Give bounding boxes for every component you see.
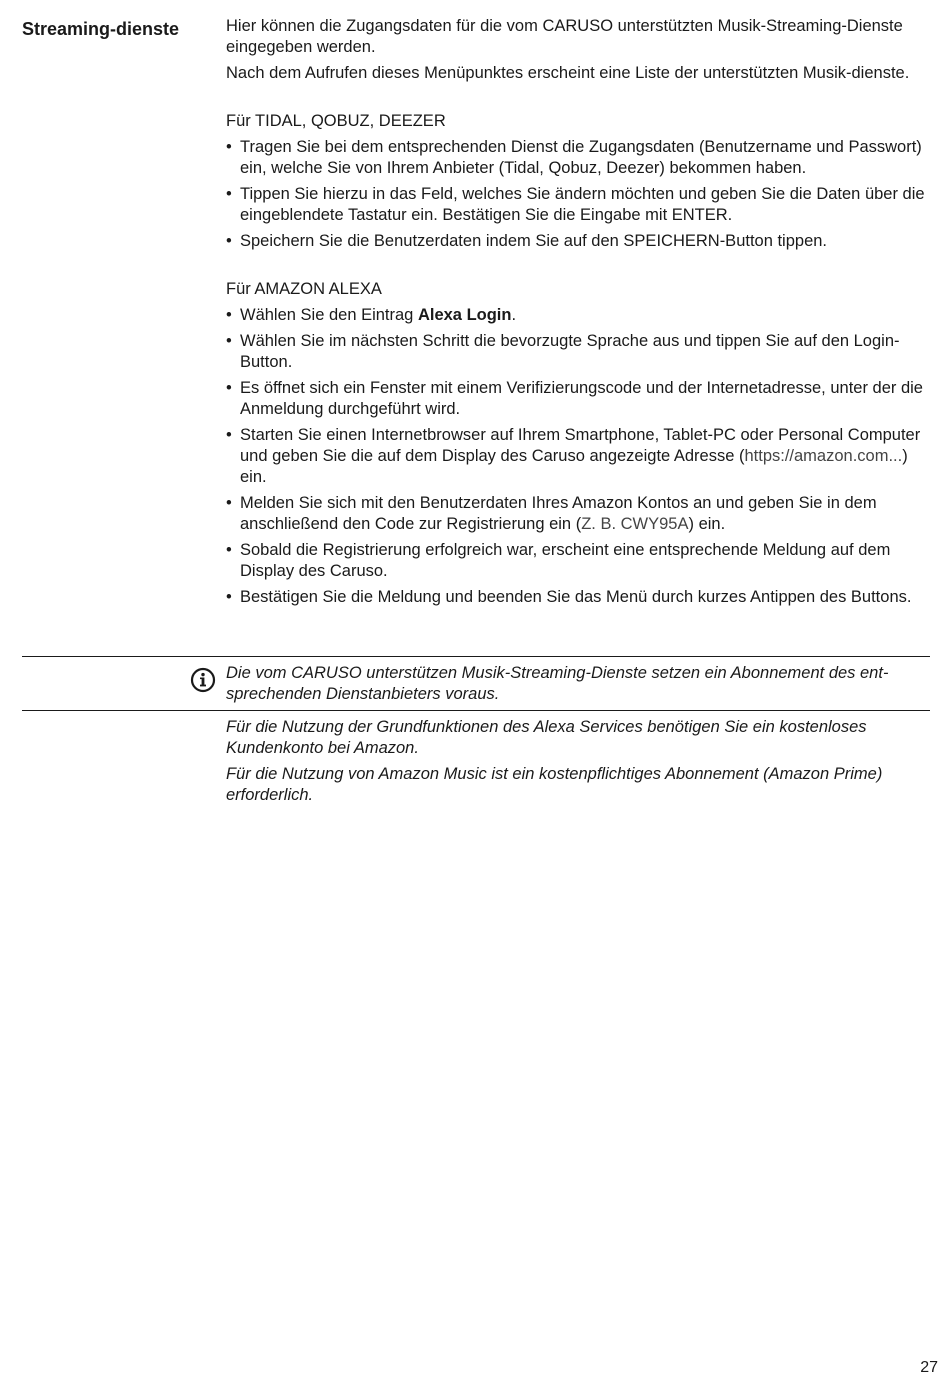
note-text: Die vom CARUSO unterstützen Musik-Streaming-Dienste setzen ein Abonnement des ent-sprechenden Dienstanbieters voraus.: [226, 664, 889, 703]
registration-code: Z. B. CWY95A: [581, 515, 689, 533]
intro-paragraph: Hier können die Zugangsdaten für die vom CARUSO unterstützten Musik-Streaming-Dienste eingegeben werden.: [226, 17, 903, 56]
divider: [22, 710, 930, 711]
section-title: Streaming-dienste: [22, 19, 180, 39]
page-number: 27: [920, 1359, 938, 1376]
list-item: • Sobald die Registrierung erfolgreich war, erscheint eine entsprechende Meldung auf dem Display des Caruso.: [226, 540, 930, 582]
footnote: Für die Nutzung von Amazon Music ist ein kostenpflichtiges Abonnement (Amazon Prime) erforderlich.: [226, 765, 883, 804]
alexa-steps-list: [226, 305, 930, 608]
list-item: • Bestätigen Sie die Meldung und beenden Sie das Menü durch kurzes Antippen des Buttons.: [226, 587, 930, 608]
step-text: ) ein.: [240, 447, 908, 486]
step-text: Wählen Sie den Eintrag: [240, 306, 418, 324]
alexa-login-label: Alexa Login: [417, 306, 512, 324]
list-item: [226, 493, 930, 535]
step-text: Melden Sie sich mit den Benutzerdaten Ihres Amazon Kontos an und geben Sie in dem anschließend den Code zur Registrierung ein (: [240, 494, 877, 533]
main-content: [226, 16, 930, 613]
list-item: • Speichern Sie die Benutzerdaten indem Sie auf den SPEICHERN-Button tippen.: [226, 231, 930, 252]
step-text: ) ein.: [688, 515, 726, 533]
intro-paragraph: Nach dem Aufrufen dieses Menüpunktes erscheint eine Liste der unterstützten Musik-dienste.: [226, 64, 910, 82]
list-item: [226, 305, 930, 326]
footnotes: [226, 717, 930, 811]
divider: [22, 656, 930, 657]
tidal-heading: Für TIDAL, QOBUZ, DEEZER: [226, 112, 446, 130]
display-address: https://amazon.com...: [744, 447, 903, 465]
tidal-steps-list: [226, 137, 930, 252]
list-item: [226, 425, 930, 488]
list-item: • Tragen Sie bei dem entsprechenden Dienst die Zugangsdaten (Benutzername und Passwort) ein, welche Sie von Ihrem Anbieter (Tidal, Qobuz, Deezer) bekommen haben.: [226, 137, 930, 179]
list-item: • Tippen Sie hierzu in das Feld, welches Sie ändern möchten und geben Sie die Daten über die eingeblendete Tastatur ein. Bestätigen Sie die Eingabe mit ENTER.: [226, 184, 930, 226]
step-text: .: [511, 306, 517, 324]
list-item: • Wählen Sie im nächsten Schritt die bevorzugte Sprache aus und tippen Sie auf den Login-Button.: [226, 331, 930, 373]
footnote: Für die Nutzung der Grundfunktionen des Alexa Services benötigen Sie ein kostenloses Kundenkonto bei Amazon.: [226, 718, 867, 757]
step-text: Starten Sie einen Internetbrowser auf Ihrem Smartphone, Tablet-PC oder Personal Computer und geben Sie die auf dem Display des Caruso angezeigte Adresse (: [240, 426, 921, 465]
list-item: • Es öffnet sich ein Fenster mit einem Verifizierungscode und der Internetadresse, unter der die Anmeldung durchgeführt wird.: [226, 378, 930, 420]
info-icon: [190, 667, 216, 693]
alexa-heading: Für AMAZON ALEXA: [226, 280, 382, 298]
